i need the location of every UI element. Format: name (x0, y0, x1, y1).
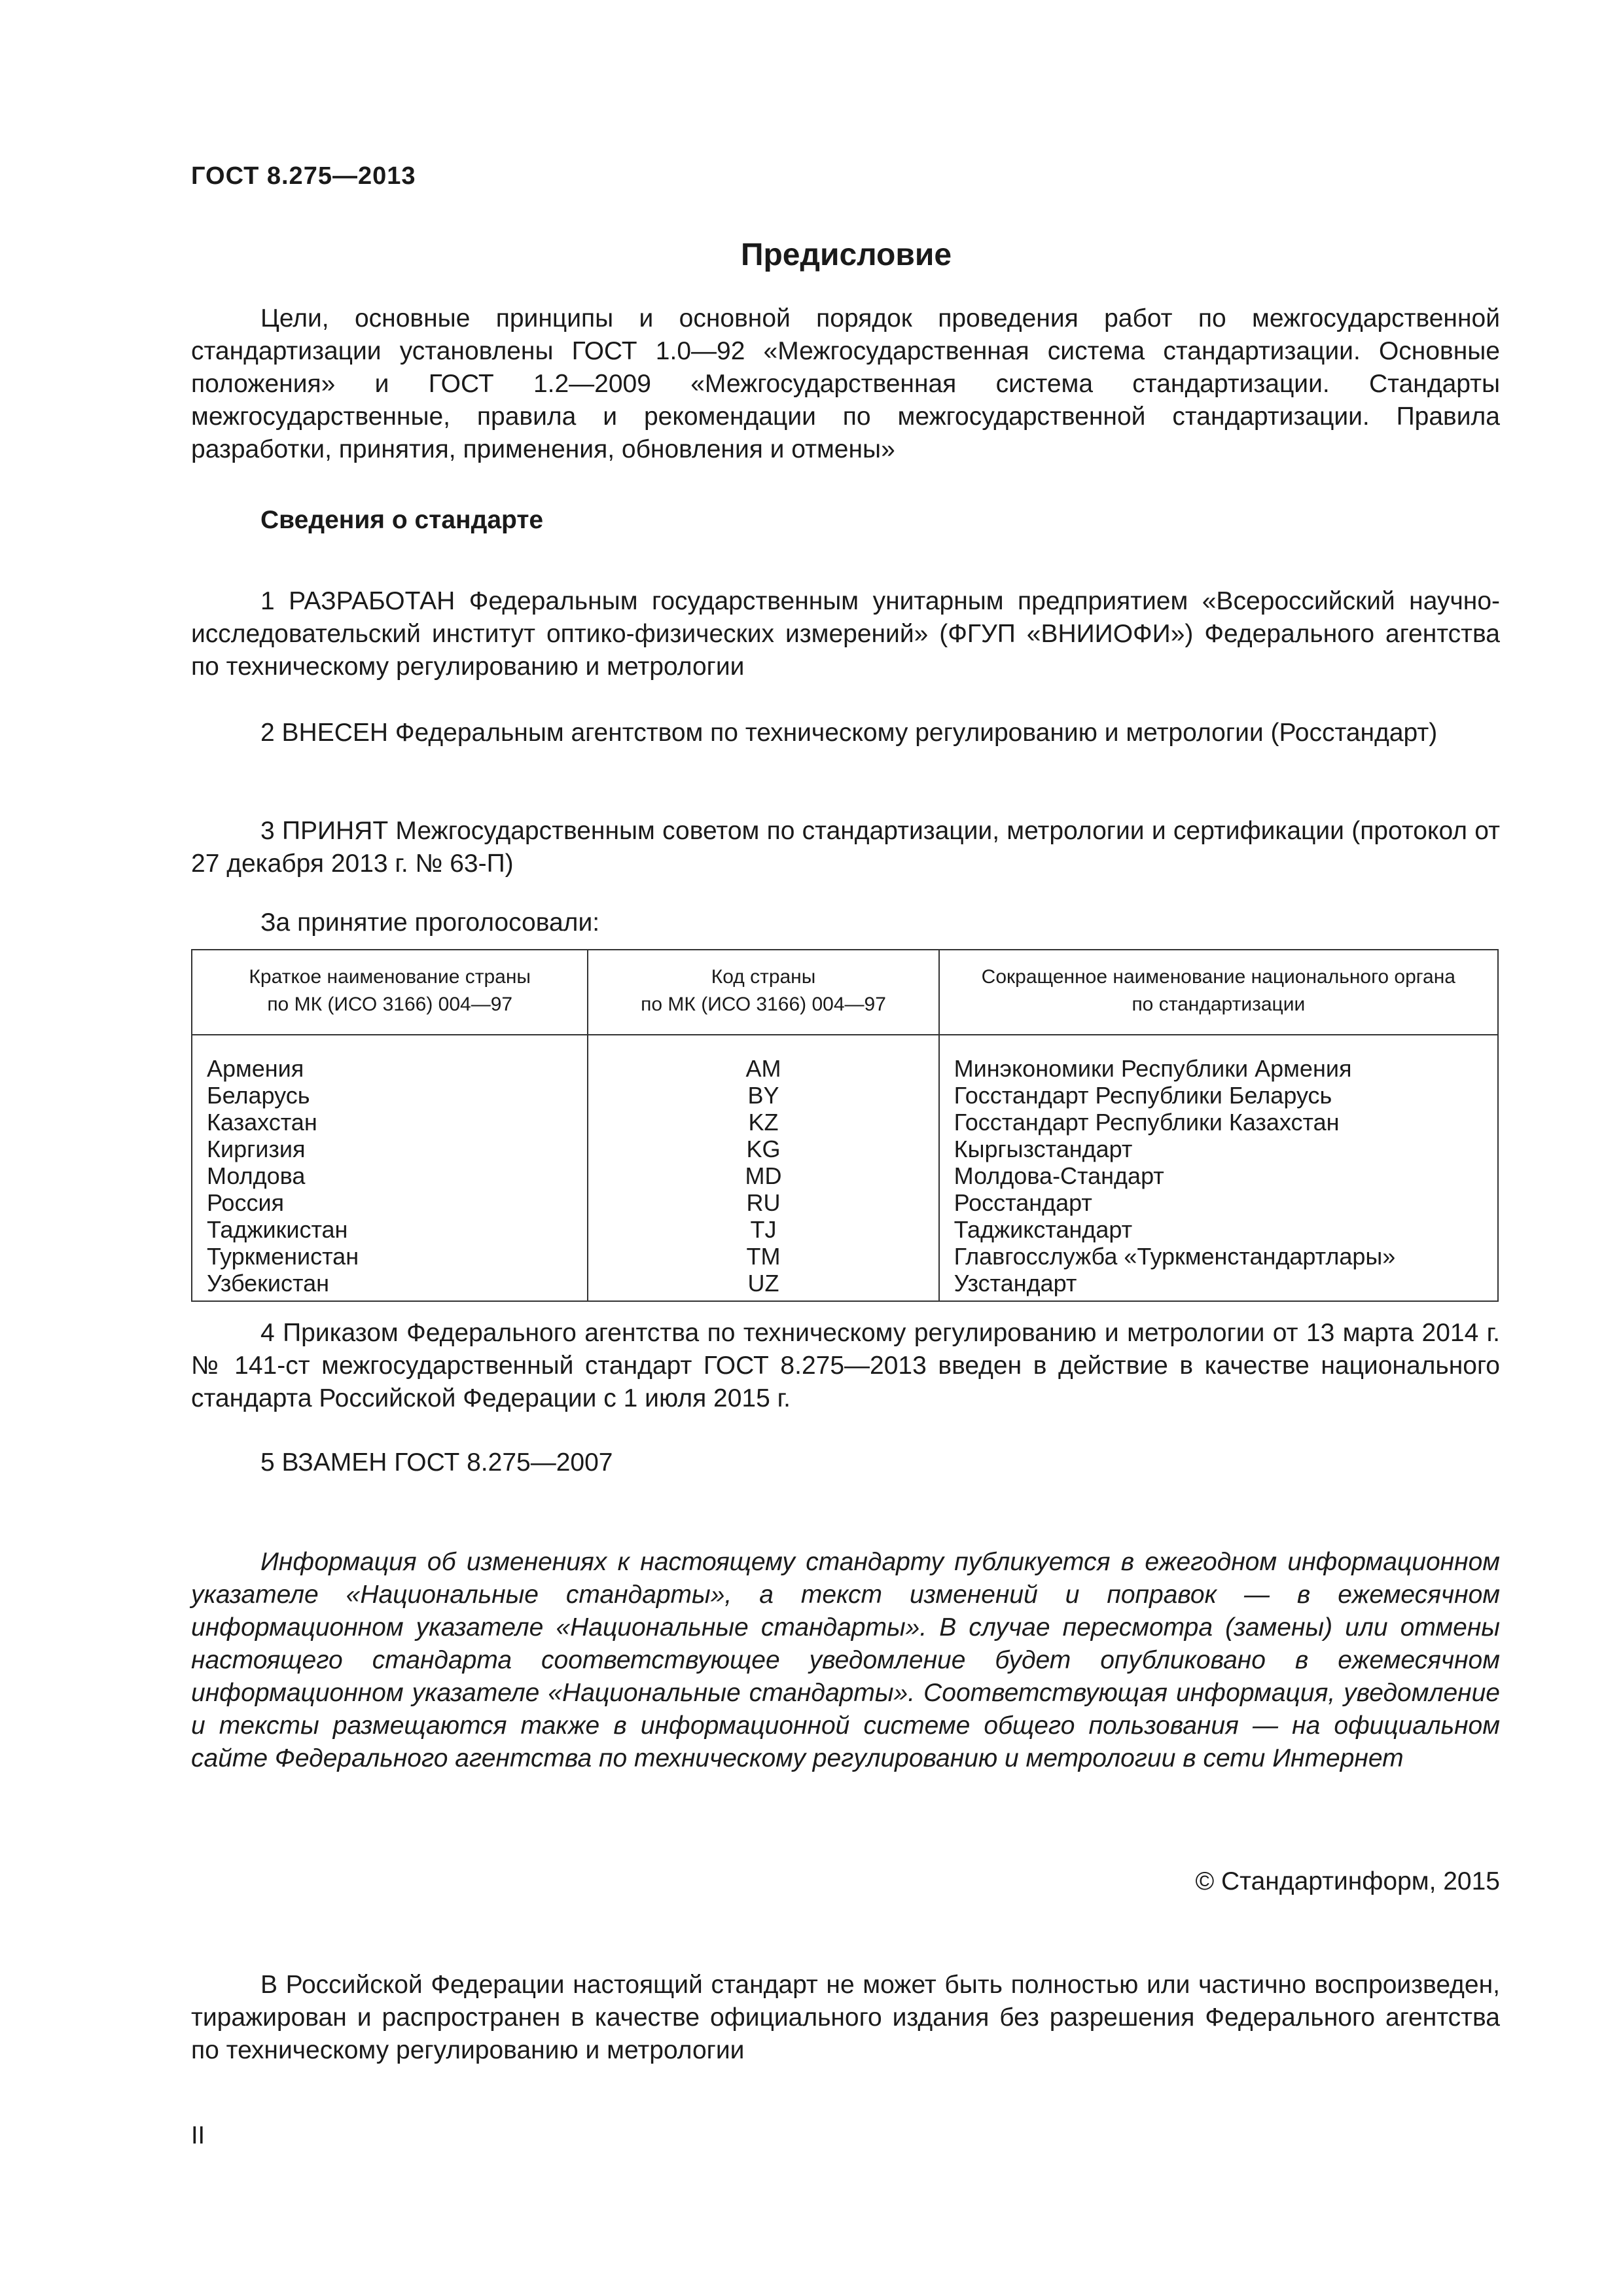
voted-label-block (191, 906, 1500, 939)
item4-block (191, 1317, 1500, 1415)
item3-block (191, 815, 1500, 880)
header-country-name-line1: Краткое наименование страны (249, 966, 531, 988)
item1-block (191, 585, 1500, 683)
reproduction-notice: В Российской Федерации настоящий стандарт не может быть полностью или частично воспроизведен, тиражирован и распространен в качестве официального издания без разрешения Федерального агентства по техническому регулированию и метрологии (191, 1971, 1500, 2064)
table-header-row (192, 950, 1498, 1035)
table-row (192, 1035, 1498, 1082)
body-cell: Узстандарт (939, 1270, 1498, 1301)
country-cell: Таджикистан (192, 1216, 588, 1243)
country-cell: Россия (192, 1189, 588, 1216)
item2-block (191, 717, 1500, 749)
copyright: © Стандартинформ, 2015 (1195, 1867, 1500, 1895)
country-cell: Казахстан (192, 1109, 588, 1136)
adopted-by-item: 3 ПРИНЯТ Межгосударственным советом по стандартизации, метрологии и сертификации (протокол от 27 декабря 2013 г. № 63-П) (191, 817, 1500, 878)
country-cell: Киргизия (192, 1136, 588, 1162)
header-country-code (588, 950, 938, 1035)
body-cell: Главгосслужба «Туркменстандартлары» (939, 1243, 1498, 1270)
body-cell: Молдова-Стандарт (939, 1162, 1498, 1189)
table-row (192, 1216, 1498, 1243)
voted-label: За принятие проголосовали: (260, 908, 600, 937)
preface-title: Предисловие (740, 238, 952, 272)
table-row (192, 1082, 1498, 1109)
header-national-body-line2: по стандартизации (1132, 994, 1306, 1015)
body-cell: Росстандарт (939, 1189, 1498, 1216)
body-cell: Минэкономики Республики Армения (939, 1035, 1498, 1082)
submitted-by-item: 2 ВНЕСЕН Федеральным агентством по техническому регулированию и метрологии (Росстандарт) (260, 719, 1438, 747)
country-cell: Туркменистан (192, 1243, 588, 1270)
header-national-body-line1: Сокращенное наименование национального органа (981, 966, 1455, 988)
table-row (192, 1136, 1498, 1162)
code-cell: MD (588, 1162, 938, 1189)
enacted-by-item: 4 Приказом Федерального агентства по техническому регулированию и метрологии от 13 марта 2014 г. № 141-ст межгосударственный стандарт ГОСТ 8.275—2013 введен в действие в качестве национального стандарта Российской Федерации с 1 июля 2015 г. (191, 1319, 1500, 1412)
standard-number: ГОСТ 8.275—2013 (191, 162, 416, 190)
country-cell: Армения (192, 1035, 588, 1082)
header-national-body (939, 950, 1498, 1035)
code-cell: TM (588, 1243, 938, 1270)
code-cell: BY (588, 1082, 938, 1109)
country-cell: Беларусь (192, 1082, 588, 1109)
table-row (192, 1109, 1498, 1136)
header-country-code-line2: по МК (ИСО 3166) 004—97 (641, 994, 886, 1015)
code-cell: TJ (588, 1216, 938, 1243)
code-cell: KG (588, 1136, 938, 1162)
developed-by-item: 1 РАЗРАБОТАН Федеральным государственным унитарным предприятием «Всероссийский научно-исследовательский институт оптико-физических измерений» (ФГУП «ВНИИОФИ») Федерального агентства по техническому регулированию и метрологии (191, 587, 1500, 681)
changes-notice: Информация об изменениях к настоящему стандарту публикуется в ежегодном информационном указателе «Национальные стандарты», а текст изменений и поправок — в ежемесячном информационном указателе «Национальные стандарты». В случае пересмотра (замены) или отмены настоящего стандарта соответствующее уведомление будет опубликовано в ежемесячном информационном указателе «Национальные стандарты». Соответствующая информация, уведомление и тексты размещаются также в информационной системе общего пользования — на официальном сайте Федерального агентства по техническому регулированию и метрологии в сети Интернет (191, 1548, 1500, 1772)
table-row (192, 1270, 1498, 1301)
copyright-block (191, 1865, 1500, 1898)
preface-intro-block (191, 302, 1500, 466)
replaces-item: 5 ВЗАМЕН ГОСТ 8.275—2007 (260, 1448, 613, 1477)
preface-intro: Цели, основные принципы и основной порядок проведения работ по межгосударственной стандартизации установлены ГОСТ 1.0—92 «Межгосударственная система стандартизации. Основные положения» и ГОСТ 1.2—2009 «Межгосударственная система стандартизации. Стандарты межгосударственные, правила и рекомендации по межгосударственной стандартизации. Правила разработки, принятия, применения, обновления и отмены» (191, 304, 1500, 463)
code-cell: AM (588, 1035, 938, 1082)
country-cell: Молдова (192, 1162, 588, 1189)
body-cell: Таджикстандарт (939, 1216, 1498, 1243)
voting-countries-table (191, 949, 1499, 1302)
item5-block (191, 1446, 1500, 1479)
table-row (192, 1162, 1498, 1189)
header-country-name (192, 950, 588, 1035)
header-country-name-line2: по МК (ИСО 3166) 004—97 (267, 994, 513, 1015)
country-cell: Узбекистан (192, 1270, 588, 1301)
body-cell: Госстандарт Республики Беларусь (939, 1082, 1498, 1109)
reproduction-block (191, 1969, 1500, 2067)
header-country-code-line1: Код страны (711, 966, 816, 988)
table-row (192, 1189, 1498, 1216)
about-heading-block (191, 504, 1500, 537)
body-cell: Кыргызстандарт (939, 1136, 1498, 1162)
body-cell: Госстандарт Республики Казахстан (939, 1109, 1498, 1136)
code-cell: UZ (588, 1270, 938, 1301)
notice-block (191, 1546, 1500, 1775)
table-row (192, 1243, 1498, 1270)
code-cell: KZ (588, 1109, 938, 1136)
code-cell: RU (588, 1189, 938, 1216)
page-number: II (191, 2122, 205, 2149)
about-standard-heading: Сведения о стандарте (260, 506, 544, 534)
